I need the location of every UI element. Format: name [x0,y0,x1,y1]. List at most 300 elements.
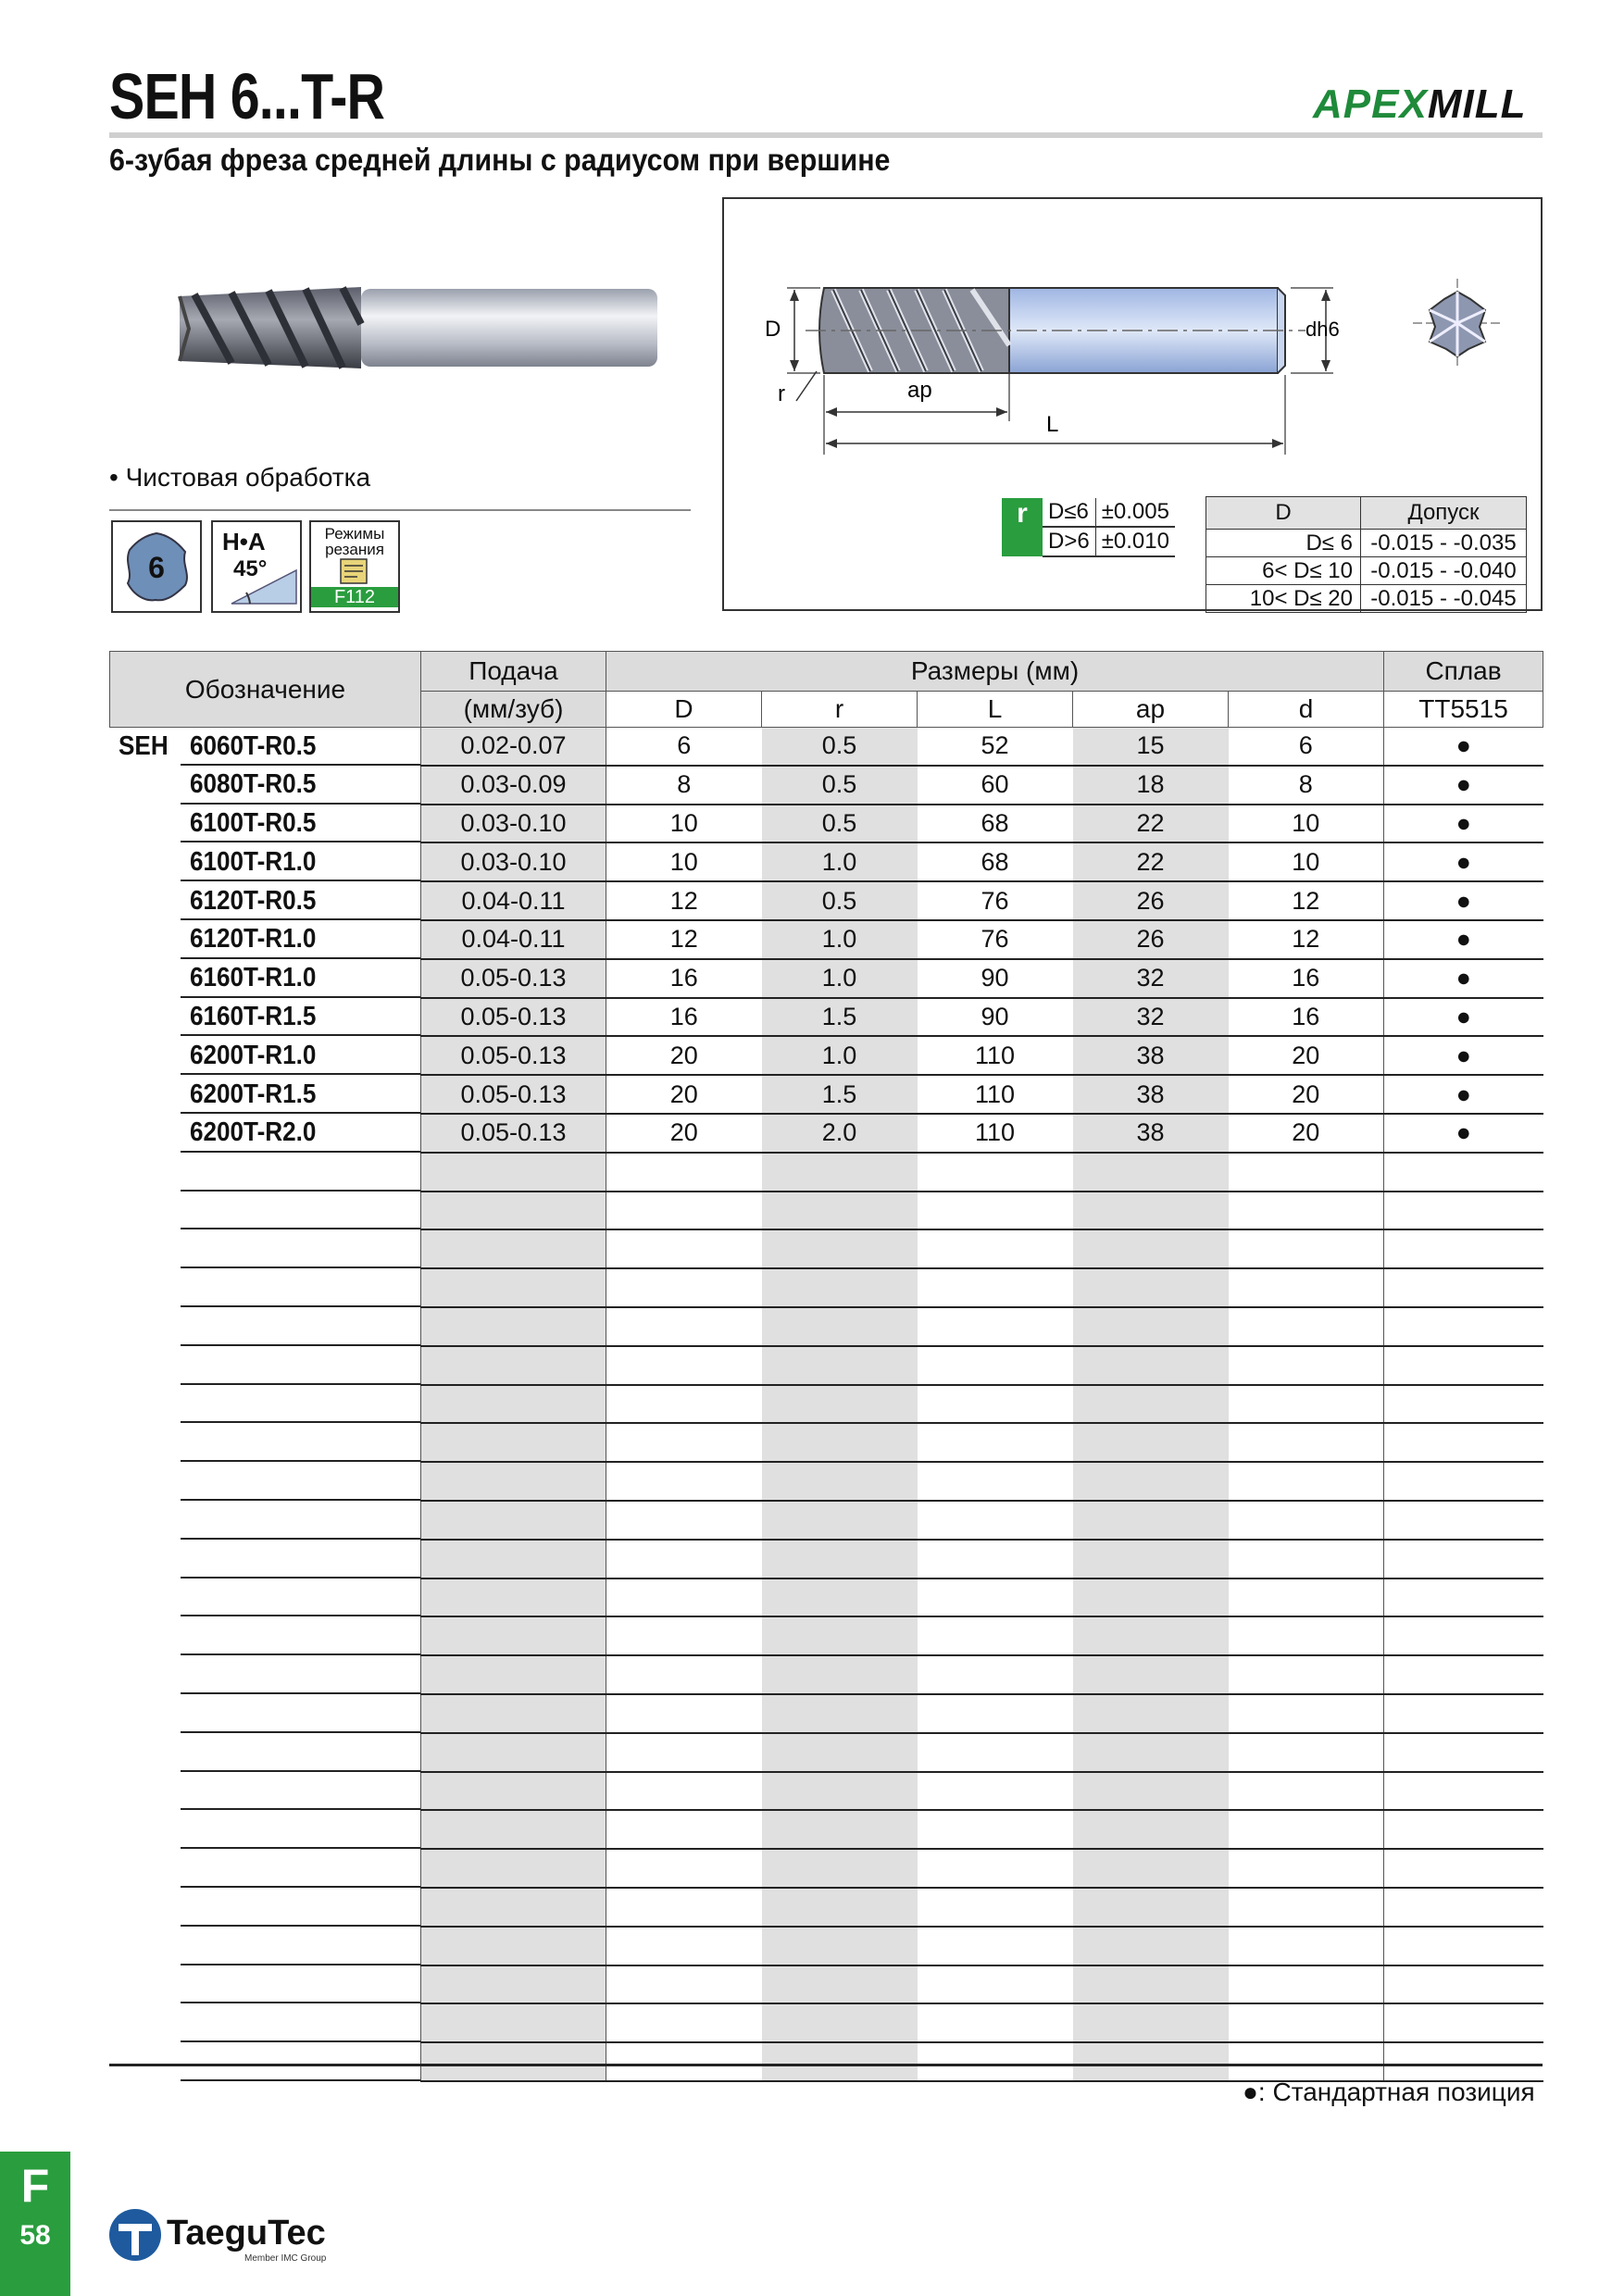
table-row [110,920,1543,959]
cell-alloy: ● [1384,998,1543,1037]
cell-r [762,1462,918,1501]
cell-L [918,1229,1073,1268]
designation-code: 6120T-R0.5 [189,885,316,916]
cell-D: 20 [606,1036,762,1075]
cell-ap [1073,2003,1229,2042]
cell-d: 10 [1229,805,1384,843]
helix-angle: 45° [233,556,268,581]
cell-alloy: ● [1384,920,1543,959]
empty-table-row [110,1655,1543,1694]
helix-angle-icon [211,520,302,613]
diameter-range: 6< D≤ 10 [1206,557,1361,585]
cell-alloy [1384,1694,1543,1733]
cell-r [762,1423,918,1462]
header-d: d [1229,692,1384,728]
cell-d [1229,1888,1384,1927]
cell-feed [421,1655,606,1694]
cell-d [1229,1655,1384,1694]
diameter-tolerance-table [1206,496,1527,613]
cell-ap: 15 [1073,728,1229,766]
cell-L: 68 [918,842,1073,881]
header-feed: Подача [421,652,606,692]
designation-cell [110,959,421,998]
cell-d [1229,1153,1384,1192]
cell-d [1229,1616,1384,1655]
cell-ap [1073,1501,1229,1540]
cell-alloy [1384,1540,1543,1578]
cell-alloy [1384,1501,1543,1540]
cell-ap: 22 [1073,842,1229,881]
cutting-modes-icon [309,520,400,613]
cell-feed [421,1346,606,1385]
cell-r [762,1501,918,1540]
flute-count: 6 [148,551,165,584]
cell-d [1229,1192,1384,1230]
diameter-tolerance: -0.015 - -0.035 [1361,530,1527,557]
header-r: r [762,692,918,728]
taegutec-logo [106,2203,356,2268]
cell-D [606,1810,762,1849]
cell-alloy [1384,1927,1543,1965]
cell-D [606,1694,762,1733]
brand-logo-b: MILL [1427,81,1527,127]
cell-ap [1073,1346,1229,1385]
cell-D [606,1385,762,1424]
empty-table-row [110,1540,1543,1578]
cell-L [918,1192,1073,1230]
cell-d: 8 [1229,766,1384,805]
cell-ap [1073,1153,1229,1192]
legend: ●: Стандартная позиция [1243,2078,1535,2106]
designation-cell [110,1153,421,1192]
cell-D: 10 [606,805,762,843]
brand-logo-a: APEX [1313,81,1428,127]
designation-cell [110,1385,421,1424]
cell-d [1229,1772,1384,1811]
cell-d [1229,1810,1384,1849]
designation-cell [110,1655,421,1694]
cell-D [606,1849,762,1888]
cell-D: 6 [606,728,762,766]
cell-D [606,1888,762,1927]
header-designation: Обозначение [110,652,421,728]
technical-drawing [731,206,1537,466]
cell-r [762,1772,918,1811]
diameter-tolerance-header-d: D [1206,497,1361,530]
cell-d: 6 [1229,728,1384,766]
cell-ap: 32 [1073,998,1229,1037]
designation-cell [110,805,421,843]
cell-feed: 0.05-0.13 [421,1114,606,1153]
cell-L [918,1616,1073,1655]
cell-D [606,1462,762,1501]
designation-cell [110,1268,421,1307]
cell-r: 1.0 [762,1036,918,1075]
cell-L [918,1307,1073,1346]
cell-D [606,1616,762,1655]
cell-r: 0.5 [762,881,918,920]
cell-feed [421,1385,606,1424]
empty-table-row [110,1888,1543,1927]
flute-count-icon [111,520,202,613]
designation-cell [110,920,421,959]
diameter-tolerance: -0.015 - -0.045 [1361,585,1527,613]
empty-table-row [110,1927,1543,1965]
cell-ap: 26 [1073,881,1229,920]
cell-r [762,1616,918,1655]
empty-table-row [110,1849,1543,1888]
cell-ap [1073,1849,1229,1888]
designation-cell [110,881,421,920]
cell-alloy [1384,1192,1543,1230]
section-letter: F [20,2160,50,2212]
designation-cell [110,1462,421,1501]
designation-cell [110,1423,421,1462]
empty-table-row [110,1578,1543,1617]
cell-D: 16 [606,959,762,998]
cell-r [762,1346,918,1385]
radius-tolerance-table [1002,498,1175,557]
cell-r [762,1927,918,1965]
cell-feed [421,1501,606,1540]
cell-D [606,1423,762,1462]
cell-alloy [1384,1462,1543,1501]
section-tab [0,2152,70,2296]
cell-ap [1073,1268,1229,1307]
cell-d [1229,1346,1384,1385]
designation-code: 6100T-R0.5 [189,807,316,838]
cell-d: 10 [1229,842,1384,881]
cell-d [1229,1268,1384,1307]
cell-ap [1073,1772,1229,1811]
cell-ap [1073,1462,1229,1501]
cell-ap: 26 [1073,920,1229,959]
cell-d: 12 [1229,920,1384,959]
cell-alloy [1384,2042,1543,2081]
cell-alloy [1384,1153,1543,1192]
cell-L [918,1540,1073,1578]
header-grade: TT5515 [1384,692,1543,728]
cell-alloy [1384,1810,1543,1849]
cell-d [1229,1501,1384,1540]
cell-feed [421,1849,606,1888]
designation-cell [110,2042,421,2081]
cell-alloy: ● [1384,881,1543,920]
label-D: D [765,317,781,342]
cell-r [762,1307,918,1346]
cutting-modes-page[interactable]: F112 [311,587,398,607]
header-dimensions: Размеры (мм) [606,652,1384,692]
cell-feed: 0.04-0.11 [421,881,606,920]
designation-cell [110,1965,421,2004]
cell-ap: 38 [1073,1036,1229,1075]
designation-cell [110,1192,421,1230]
label-dh6: dh6 [1305,318,1340,341]
cell-d [1229,1694,1384,1733]
cell-alloy: ● [1384,766,1543,805]
designation-cell [110,1346,421,1385]
cell-r: 1.5 [762,998,918,1037]
cell-r [762,1965,918,2004]
cell-d: 12 [1229,881,1384,920]
header-alloy: Сплав [1384,652,1543,692]
radius-tolerance-value: ±0.010 [1095,527,1175,556]
cell-d [1229,1965,1384,2004]
empty-table-row [110,1965,1543,2004]
feature-rule [109,509,691,511]
product-table [109,651,1543,2082]
cell-r [762,1229,918,1268]
cell-feed: 0.05-0.13 [421,1075,606,1114]
brand-logo [1313,81,1526,128]
cell-alloy: ● [1384,1114,1543,1153]
cell-d [1229,2003,1384,2042]
cell-r [762,1810,918,1849]
cell-L: 110 [918,1036,1073,1075]
cell-L [918,1153,1073,1192]
cell-alloy [1384,1229,1543,1268]
page-number: 58 [19,2220,51,2251]
cell-feed: 0.02-0.07 [421,728,606,766]
cell-L: 76 [918,881,1073,920]
cell-alloy: ● [1384,842,1543,881]
cell-ap: 22 [1073,805,1229,843]
cell-d [1229,1540,1384,1578]
cell-D [606,1540,762,1578]
cell-L [918,2042,1073,2081]
cell-feed [421,1540,606,1578]
radius-tolerance-cond: D>6 [1043,527,1095,556]
cell-r [762,1888,918,1927]
cell-d [1229,1849,1384,1888]
designation-cell [110,1307,421,1346]
designation-cell [110,1927,421,1965]
cell-feed [421,1965,606,2004]
cell-r [762,2003,918,2042]
header-D: D [606,692,762,728]
cell-feed [421,1772,606,1811]
designation-cell [110,998,421,1037]
cell-feed: 0.04-0.11 [421,920,606,959]
designation-cell [110,1075,421,1114]
cell-alloy [1384,1888,1543,1927]
label-ap: ap [907,378,932,403]
cell-D [606,1501,762,1540]
cell-L [918,1578,1073,1617]
designation-cell [110,1501,421,1540]
cell-ap [1073,2042,1229,2081]
page-subtitle: 6-зубая фреза средней длины с радиусом при вершине [109,143,891,177]
header-ap: ap [1073,692,1229,728]
cell-alloy [1384,1578,1543,1617]
cell-d [1229,1385,1384,1424]
cell-r: 1.0 [762,959,918,998]
empty-table-row [110,1462,1543,1501]
empty-table-row [110,1385,1543,1424]
cell-r [762,1540,918,1578]
designation-cell [110,1616,421,1655]
cell-alloy [1384,1385,1543,1424]
header-L: L [918,692,1073,728]
cell-L: 90 [918,959,1073,998]
cell-L [918,1849,1073,1888]
cell-L: 52 [918,728,1073,766]
cell-d: 20 [1229,1114,1384,1153]
cell-D: 20 [606,1114,762,1153]
empty-table-row [110,1268,1543,1307]
cell-ap: 38 [1073,1075,1229,1114]
cell-alloy [1384,1268,1543,1307]
cell-feed [421,1307,606,1346]
diameter-range: D≤ 6 [1206,530,1361,557]
cell-L [918,1965,1073,2004]
radius-tolerance-value: ±0.005 [1095,498,1175,527]
cell-feed [421,2003,606,2042]
cell-D: 20 [606,1075,762,1114]
cell-alloy: ● [1384,959,1543,998]
cell-ap [1073,1192,1229,1230]
cell-alloy [1384,2003,1543,2042]
designation-prefix: SEH [118,730,169,761]
cell-feed [421,2042,606,2081]
cell-r: 0.5 [762,805,918,843]
cell-L [918,1694,1073,1733]
helix-label: H•A [222,528,266,555]
diameter-tolerance-header-tol: Допуск [1361,497,1527,530]
empty-table-row [110,2042,1543,2081]
cell-feed [421,1694,606,1733]
cell-ap [1073,1965,1229,2004]
cell-feed: 0.05-0.13 [421,1036,606,1075]
cell-L [918,1501,1073,1540]
empty-table-row [110,1229,1543,1268]
table-row [110,959,1543,998]
cell-D [606,1346,762,1385]
cell-alloy [1384,1733,1543,1772]
logo-text: TaeguTec [167,2214,326,2252]
header-rule [109,132,1543,138]
designation-cell [110,1888,421,1927]
designation-cell [110,1810,421,1849]
cell-alloy [1384,1616,1543,1655]
cell-ap [1073,1307,1229,1346]
designation-code: 6160T-R1.0 [189,963,316,993]
cell-feed: 0.03-0.10 [421,842,606,881]
cell-r: 0.5 [762,766,918,805]
diameter-range: 10< D≤ 20 [1206,585,1361,613]
cell-L: 68 [918,805,1073,843]
designation-cell [110,842,421,881]
cell-L: 110 [918,1114,1073,1153]
cell-feed: 0.03-0.10 [421,805,606,843]
cell-ap [1073,1927,1229,1965]
cell-r [762,1268,918,1307]
cell-L [918,1462,1073,1501]
cell-ap [1073,1423,1229,1462]
cell-D [606,2042,762,2081]
logo-subtext: Member IMC Group [244,2253,327,2264]
cell-ap: 32 [1073,959,1229,998]
cell-L [918,1268,1073,1307]
designation-cell [110,1694,421,1733]
cell-feed [421,1229,606,1268]
cell-D [606,1192,762,1230]
cell-r [762,1153,918,1192]
cell-D [606,1307,762,1346]
table-row [110,1075,1543,1114]
cell-d [1229,1578,1384,1617]
cell-alloy [1384,1965,1543,2004]
cell-r [762,2042,918,2081]
cell-ap [1073,1540,1229,1578]
table-row [110,998,1543,1037]
cell-feed [421,1192,606,1230]
cell-D [606,2003,762,2042]
diameter-tolerance: -0.015 - -0.040 [1361,557,1527,585]
cell-feed [421,1616,606,1655]
cell-L: 76 [918,920,1073,959]
table-bottom-rule [109,2064,1543,2066]
cell-feed [421,1578,606,1617]
cell-d: 16 [1229,959,1384,998]
designation-code: 6080T-R0.5 [189,769,316,800]
designation-cell [110,1540,421,1578]
designation-code: 6200T-R2.0 [189,1117,316,1148]
designation-cell [110,1036,421,1075]
designation-cell [110,1229,421,1268]
cell-feed [421,1810,606,1849]
cell-ap: 38 [1073,1114,1229,1153]
cell-L: 60 [918,766,1073,805]
cell-L [918,2003,1073,2042]
designation-code: 6200T-R1.5 [189,1079,316,1109]
page-title: SEH 6...T-R [109,60,385,132]
table-row [110,881,1543,920]
designation-cell [110,1733,421,1772]
table-row [110,1114,1543,1153]
designation-rule [181,2079,421,2081]
cell-D: 12 [606,920,762,959]
cell-ap [1073,1888,1229,1927]
cell-ap [1073,1616,1229,1655]
cell-ap [1073,1810,1229,1849]
cell-d [1229,1462,1384,1501]
cell-feed: 0.05-0.13 [421,998,606,1037]
label-L: L [1046,412,1059,437]
cell-D [606,1965,762,2004]
cell-r [762,1655,918,1694]
empty-table-row [110,1423,1543,1462]
cell-feed [421,1733,606,1772]
cell-r [762,1694,918,1733]
cell-D: 10 [606,842,762,881]
cell-r [762,1578,918,1617]
cell-feed [421,1462,606,1501]
cell-feed [421,1888,606,1927]
cell-D [606,1229,762,1268]
cell-feed [421,1268,606,1307]
empty-table-row [110,1733,1543,1772]
cell-r: 2.0 [762,1114,918,1153]
radius-tolerance-symbol: r [1002,498,1043,556]
cell-L [918,1772,1073,1811]
cell-ap [1073,1578,1229,1617]
cell-D: 8 [606,766,762,805]
cell-ap [1073,1655,1229,1694]
cell-feed [421,1927,606,1965]
empty-table-row [110,1192,1543,1230]
table-row [110,842,1543,881]
